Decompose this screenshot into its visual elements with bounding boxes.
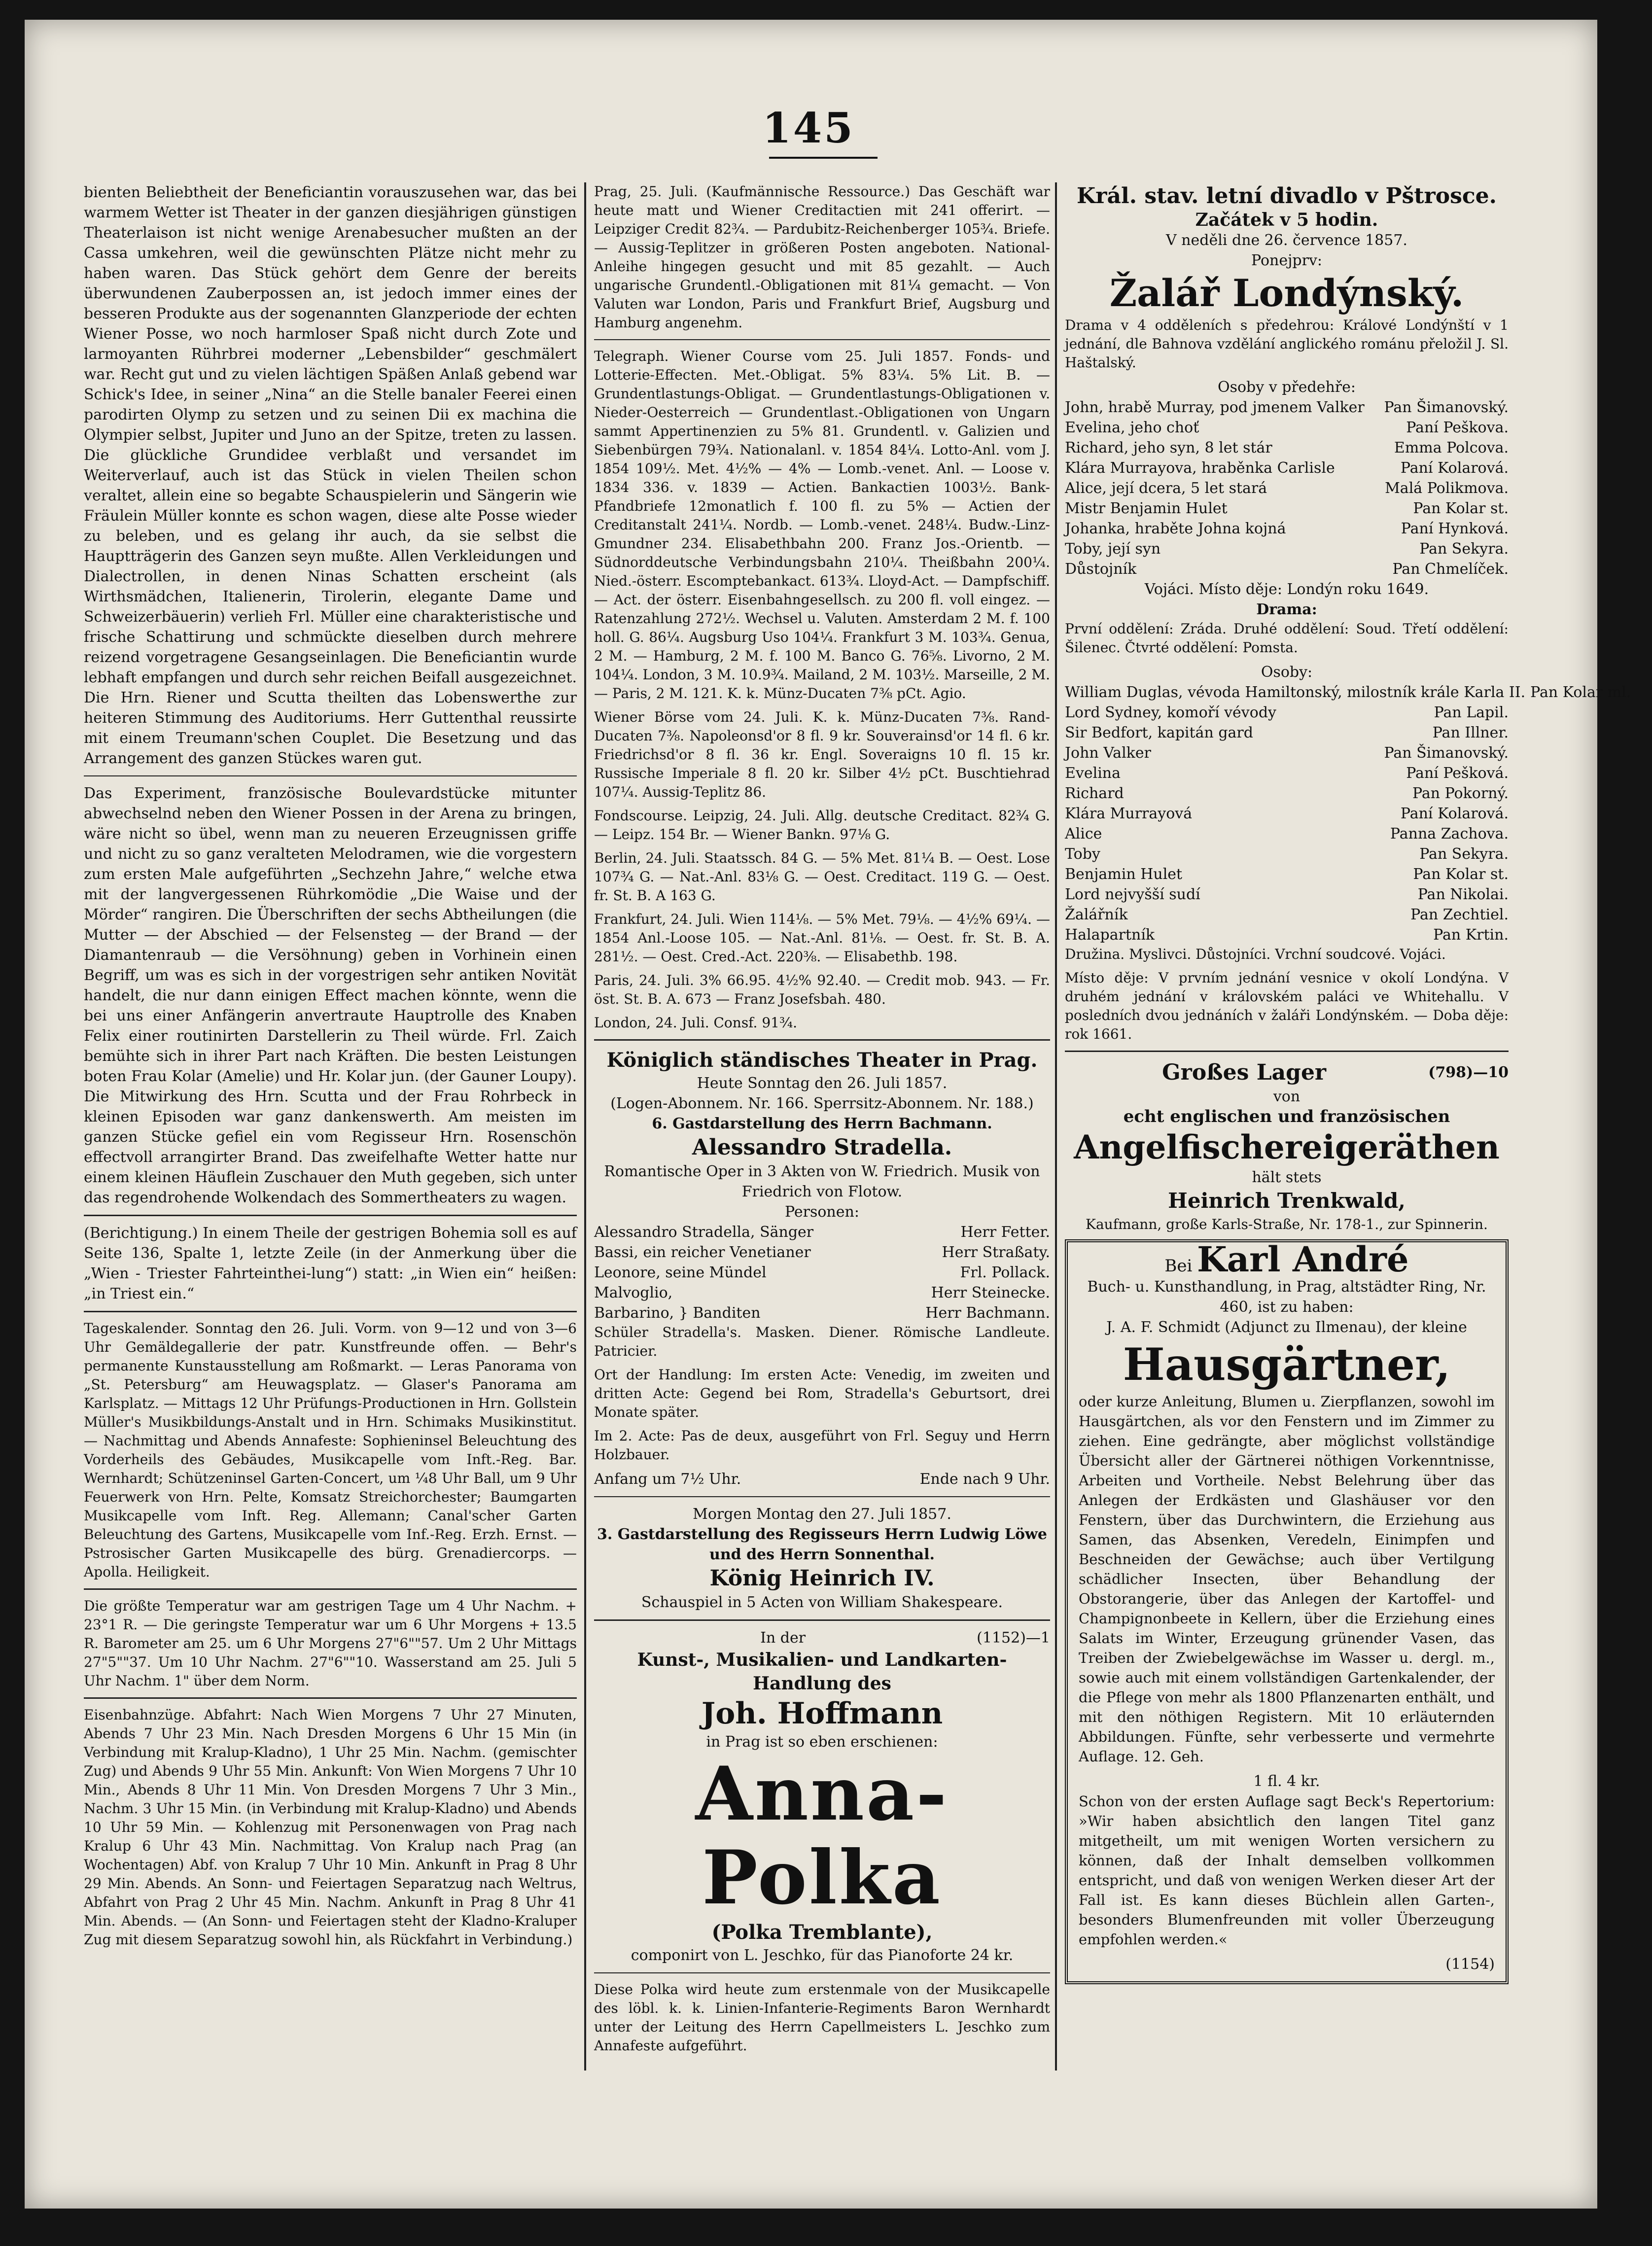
andre-shop: Buch- u. Kunsthandlung, in Prag, altstädter Ring, Nr. 460, ist zu haben: <box>1087 1278 1486 1316</box>
czech-theater-date: V neděli dne 26. července 1857. <box>1166 232 1407 249</box>
andre-quote: Schon von der ersten Auflage sagt Beck's Repertorium: »Wir haben absichtlich den langen Titel ganz mitgetheilt, um mit wenigen Worten versichern zu können, daß der Inhalt demselben vollkommen entspricht, und daß von wenigen Werken dieser Art der Fall ist. Es kann dieses Büchlein allen Garten-, besonders Blumenfreunden mit voller Überzeugung empfohlen werden.« <box>1079 1793 1495 1948</box>
andre-ad-box <box>1065 1239 1509 1984</box>
drama-cast-heading: Osoby: <box>1261 664 1313 681</box>
start-end-row: Anfang um 7½ Uhr. Ende nach 9 Uhr. <box>594 1471 1050 1488</box>
trenkwald-von: von <box>1273 1088 1301 1105</box>
trenkwald-head-row: Großes Lager (798)—10 <box>1162 1060 1509 1085</box>
play-desc: Schauspiel in 5 Acten von William Shakespeare. <box>641 1594 1003 1611</box>
tomorrow-guest: 3. Gastdarstellung des Regisseurs Herrn Ludwig Löwe und des Herrn Sonnenthal. <box>597 1526 1047 1563</box>
ad-composer: componirt von L. Jeschko, für das Pianoforte 24 kr. <box>631 1947 1014 1964</box>
cast-row: Malvoglio, Herr Steinecke. <box>594 1284 1050 1301</box>
prague-exchange: Prag, 25. Juli. (Kaufmännische Ressource.) Das Geschäft war heute matt und Wiener Creditactien mit 241 offerirt. — Leipziger Credit 82¾. — Pardubitz-Reichenberger 105¾. Briefe. — Aussig-Teplitzer in größeren Posten angeboten. National-Anleihe hingegen gesucht und mit 85 gezahlt. — Auch ungarische Grundentl.-Obligationen mit 81¼ gemacht. — Von Valuten war London, Paris und Frankfurt Brief, Augsburg und Hamburg angenehm. <box>594 183 1050 331</box>
divider <box>594 1619 1050 1621</box>
tomorrow-date: Morgen Montag den 27. Juli 1857. <box>693 1506 951 1523</box>
play-title: König Heinrich IV. <box>709 1566 935 1591</box>
andre-book-desc: oder kurze Anleitung, Blumen u. Zierpflanzen, sowohl im Hausgärtchen, als vor den Fenstern und im Zimmer zu ziehen. Eine gedrängte, aber möglichst vollständige Übersicht aller der Gärtnerei nöthigen Vorkenntnisse, Arbeiten und Vortheile. Nebst Belehrung über das Anlegen der Erdkästen und Glashäuser vor den Fenstern, über das Durchwintern, die Erziehung aus Samen, das Absenken, Veredeln, Einimpfen und Beschneiden der Gewächse; auch über Vertilgung schädlicher Insecten, über Behandlung der Obstorangerie, über das Anlegen der Kartoffel- und Champignonbeete in Kellern, über die Erziehung eines Salats im Winter, Erzeugung grünender Vasen, das Treiben der Zwiebelgewächse im Wasser u. dergl. m., sowie auch mit einem vollständigen Gartenkalender, der die Pflege von mehr als 1800 Pflanzenarten enthält, und mit den nöthigen Registern. Mit 10 erläuternden Abbildungen. Fünfte, sehr verbesserte und vermehrte Auflage. 12. Geh. <box>1079 1393 1495 1765</box>
berlin-quotes: Berlin, 24. Juli. Staatssch. 84 G. — 5% Met. 81¼ B. — Oest. Lose 107¾ G. — Nat.-Anl. 83⅛ G. — Oest. Creditact. 119 G. — Oest. fr. St. B. A 163 G. <box>594 850 1050 904</box>
cast-row: Toby Pan Sekyra. <box>1065 845 1509 863</box>
cast-row: Barbarino, } Banditen Herr Bachmann. <box>594 1304 1050 1322</box>
cast-row: Alessandro Stradella, Sänger Herr Fetter. <box>594 1224 1050 1241</box>
trenkwald-halt: hält stets <box>1252 1169 1322 1186</box>
cast-row: John Valker Pan Šimanovský. <box>1065 744 1509 762</box>
leipzig-quotes: Fondscourse. Leipzig, 24. Juli. Allg. deutsche Creditact. 82¾ G. — Leipz. 154 Br. — Wiener Bankn. 97⅛ G. <box>594 807 1050 842</box>
cast-row: William Duglas, vévoda Hamiltonský, milostník krále Karla II. Pan Kolar ml. <box>1065 684 1631 701</box>
cast-row: Richard Pan Pokorný. <box>1065 785 1509 802</box>
cast-row: Lord Sydney, komoří vévody Pan Lapil. <box>1065 704 1509 721</box>
cast-row: Alice, její dcera, 5 let stará Malá Polikmova. <box>1065 480 1509 497</box>
ad-polka-subtitle: (Polka Tremblante), <box>711 1921 933 1944</box>
cast-row: Bassi, ein reicher Venetianer Herr Straßaty. <box>594 1244 1050 1261</box>
theater-review: bienten Beliebtheit der Beneficiantin vorauszusehen war, das bei warmem Wetter ist Theater in der ganzen diesjährigen günstigen Theaterlaison ist nicht wenige Arenabesucher mußten an der Cassa umkehren, weil die gewünschten Plätze nicht mehr zu haben waren. Das Stück gehört dem Genre der bereits überwundenen Zauberpossen an, ist jedoch immer eines der besseren Produkte aus der sogenannten Glanzperiode der echten Wiener Posse, wo noch harmloser Spaß nicht durch Zote und larmoyanten Rührbrei moderner „Lebensbilder“ geschmälert war. Recht gut und zu vielen lächtigen Späßen Anlaß gebend war Schick's Idee, in seiner „Nina“ an die Stelle banaler Feerei einen parodirten Olymp zu setzen und zu seinen Dii ex machina die Olympier selbst, Jupiter und Juno an der Spitze, treten zu lassen. Die glückliche Grundidee verblaßt und versandet im Weiterverlauf, auch ist das Stück in vielen Theilen schon veraltet, allein eine so begabte Schauspielerin und Sängerin wie Fräulein Müller konnte es schon wagen, diese alte Posse wieder zu beleben, und es gelang ihr auch, da sie selbst die Hauptträgerin des Ganzen seyn mußte. Allen Verkleidungen und Dialectrollen, in denen Ninas Schatten erscheint (als Wirthsmädchen, Italienerin, Tirolerin, elegante Dame und Schweizerbäuerin) verlieh Frl. Müller eine charakteristische und frische Schattirung und schmückte dieselben durch mehrere reizend vorgetragene Gesangseinlagen. Die Beneficiantin wurde lebhaft empfangen und durch sehr reichen Beifall ausgezeichnet. Die Hrn. Riener und Scutta theilten das Lobenswerthe zur heiteren Stimmung des Auditoriums. Herr Guttenthal reussirte mit einem Treumann'schen Couplet. Die Besetzung und das Arrangement des ganzen Stückes waren gut. <box>84 184 577 767</box>
cast-row: Žalářník Pan Zechtiel. <box>1065 906 1509 923</box>
divider <box>84 775 577 776</box>
ad-shop: Kunst-, Musikalien- und Landkarten-Handlung des <box>637 1649 1007 1694</box>
andre-book-title: Hausgärtner, <box>1123 1338 1451 1391</box>
cast-row: Toby, její syn Pan Sekyra. <box>1065 540 1509 558</box>
andre-author: J. A. F. Schmidt (Adjunct zu Ilmenau), der kleine <box>1106 1319 1467 1336</box>
czech-premiere: Ponejprv: <box>1251 252 1322 269</box>
theater-abonnement: (Logen-Abonnem. Nr. 166. Sperrsitz-Abonnem. Nr. 188.) <box>610 1095 1034 1112</box>
theater-date: Heute Sonntag den 26. Juli 1857. <box>697 1075 948 1092</box>
column-divider <box>584 182 586 2071</box>
czech-theater-start: Začátek v 5 hodin. <box>1195 210 1378 230</box>
column-1 <box>84 182 577 2071</box>
divider <box>594 1496 1050 1497</box>
cast-row: John, hrabě Murray, pod jmenem Valker Pan Šimanovský. <box>1065 399 1509 416</box>
frankfurt-quotes: Frankfurt, 24. Juli. Wien 114⅛. — 5% Met. 79⅛. — 4½% 69¼. — 1854 Anl.-Loose 105. — Nat.-Anl. 81⅛. — Oest. fr. St. B. A. 281½. — Oest. Cred.-Act. 220⅜. — Elisabethb. 198. <box>594 911 1050 965</box>
railway-schedule: Eisenbahnzüge. Abfahrt: Nach Wien Morgens 7 Uhr 27 Minuten, Abends 7 Uhr 23 Min. Nach Dresden Morgens 6 Uhr 15 Min (in Verbindung mit Kralup-Kladno), 1 Uhr 25 Min. Nachm. (gemischter Zug) und Abends 9 Uhr 55 Min. Ankunft: Von Wien Morgens 7 Uhr 10 Min., Abends 8 Uhr 11 Min. Von Dresden Morgens 7 Uhr 3 Min., Nachm. 3 Uhr 15 Min. (in Verbindung mit Kralup-Kladno) und Abends 10 Uhr 59 Min. — Kohlenzug mit Personenwagen von Prag nach Kralup 6 Uhr 43 Min. Nachmittag. Von Kralup nach Prag (an Wochentagen) Abf. von Kralup 7 Uhr 10 Min. Ankunft in Prag 8 Uhr 29 Min. Abends. An Sonn- und Feiertagen Separatzug nach Weltrus, Abfahrt von Prag 2 Uhr 45 Min. Nachm. Ankunft in Prag 8 Uhr 41 Min. Abends. — (An Sonn- und Feiertagen steht der Kladno-Kraluper Zug mit diesem Separatzug sowohl hin, als Rückfahrt in Verbindung.) <box>84 1707 577 1948</box>
andre-code: (1154) <box>1445 1956 1495 1973</box>
drama-parts: První oddělení: Zráda. Druhé oddělení: Soud. Třetí oddělení: Šilenec. Čtvrté oddělení: Pomsta. <box>1065 621 1509 656</box>
trenkwald-line1: echt englischen und französischen <box>1123 1107 1450 1126</box>
cast-row: Richard, jeho syn, 8 let stár Emma Polcova. <box>1065 439 1509 456</box>
czech-theater-title: Král. stav. letní divadlo v Pštrosce. <box>1077 183 1497 209</box>
prologue-cast-heading: Osoby v předehře: <box>1217 379 1356 396</box>
personen-heading: Personen: <box>785 1203 859 1221</box>
telegraph-quotes: Telegraph. Wiener Course vom 25. Juli 1857. Fonds- und Lotterie-Effecten. Met.-Obligat. 5% 83¼. 5% Lit. B. — Grundentlastungs-Obligat. — Grundentlastungs-Obligationen v. Nieder-Oesterreich — Grundentlast.-Obligationen von Ungarn sammt Appertinenzien zu 5% 81. Grundentl. v. Galizien und Siebenbürgen 79¾. Nationalanl. v. 1854 84¼. Lotto-Anl. vom J. 1854 109½. Met. 4½% — 4% — Lomb.-venet. Anl. — Loose v. 1834 336. v. 1839 — Actien. Bankactien 1003½. Bank-Pfandbriefe 12monatlich f. 100 fl. zu 5% — Actien der Creditanstalt 241¼. Nordb. — Lomb.-venet. 248¼. Budw.-Linz-Gmundner 234. Elisabethbahn 200. Franz Jos.-Orientb. — Südnorddeutsche Verbindungsbahn 210¼. Theißbahn 200¼. Nied.-österr. Escomptebankact. 613¾. Lloyd-Act. — Dampfschiff. — Act. der österr. Eisenbahngesellsch. zu 200 fl. voll eingez. — Ratenzahlung 272½. Wechsel u. Valuten. Amsterdam 2 M. f. 100 holl. G. 86¼. Augsburg Uso 104¼. Frankfurt 3 M. 103¾. Genua, 2 M. — Hamburg, 2 M. f. 100 M. Banco G. 76⅝. Livorno, 2 M. 104¼. London, 3 M. 10.9¾. Mailand, 2 M. 103½. Marseille, 2 M. — Paris, 2 M. 121. K. k. Münz-Ducaten 7⅜ pCt. Agio. <box>594 348 1050 702</box>
page-number-rule <box>769 157 878 159</box>
setting: Ort der Handlung: Im ersten Acte: Venedig, im zweiten und dritten Acte: Gegend bei Rom, Stradella's Geburtsort, drei Monate später. <box>594 1367 1050 1420</box>
theater-title: Königlich ständisches Theater in Prag. <box>606 1049 1038 1072</box>
cast-row: Leonore, seine Mündel Frl. Pollack. <box>594 1264 1050 1281</box>
theater-guest: 6. Gastdarstellung des Herrn Bachmann. <box>652 1115 992 1132</box>
cast-row: Mistr Benjamin Hulet Pan Kolar st. <box>1065 500 1509 517</box>
czech-play-desc: Drama v 4 odděleních s předehrou: Králové Londýnští v 1 jednání, dle Bahnova vzdělání anglického románu přeložil J. Sl. Haštalský. <box>1065 317 1509 371</box>
place-time: Místo děje: V prvním jednání vesnice v okolí Londýna. V druhém jednání v královském paláci ve Whitehallu. V posledních dvou jednáních v žaláři Londýnském. — Doba děje: rok 1661. <box>1065 970 1509 1042</box>
cast-row: Evelina, jeho choť Paní Peškova. <box>1065 419 1509 436</box>
ad-polka-title: Anna-Polka <box>695 1751 949 1921</box>
divider <box>84 1215 577 1216</box>
cast-row: Lord nejvyšší sudí Pan Nikolai. <box>1065 886 1509 903</box>
column-2 <box>594 182 1050 2071</box>
trenkwald-name: Heinrich Trenkwald, <box>1168 1189 1406 1213</box>
andre-price: 1 fl. 4 kr. <box>1253 1773 1320 1790</box>
trenkwald-title: Angelfischereigeräthen <box>1074 1128 1500 1166</box>
paris-quotes: Paris, 24. Juli. 3% 66.95. 4½% 92.40. — Credit mob. 943. — Fr. öst. St. B. A. 673 — Franz Josefsbah. 480. <box>594 972 1050 1007</box>
column-divider <box>1055 182 1057 2071</box>
cast-row: Sir Bedfort, kapitán gard Pan Illner. <box>1065 724 1509 741</box>
tageskalender: Tageskalender. Sonntag den 26. Juli. Vorm. von 9—12 und von 3—6 Uhr Gemäldegallerie der patr. Kunstfreunde offen. — Behr's permanente Kunstausstellung am Roßmarkt. — Leras Panorama von „St. Petersburg“ am Heuwagsplatz. — Glaser's Panorama am Karlsplatz. — Mittags 12 Uhr Prüfungs-Productionen in Hrn. Gollstein Müller's Musikbildungs-Anstalt und in Hrn. Schimaks Musikinstitut. — Nachmittag und Abends Annafeste: Sophieninsel Beleuchtung des Vorderheils des Gebäudes, Musikcapelle vom Inft.-Reg. Bar. Wernhardt; Schützeninsel Garten-Concert, um ¼8 Uhr Ball, um 9 Uhr Feuerwerk von Hrn. Pelte, Komsatz Streichorchester; Baumgarten Musikcapelle vom Inft. Reg. Allemann; Canal'scher Garten Beleuchtung des Gartens, Musikcapelle vom Inf.-Reg. Erzh. Ernst. — Pstrosischer Garten Musikcapelle des bürg. Grenadiercorps. — Apolla. Heiligkeit. <box>84 1320 577 1580</box>
divider <box>84 1311 577 1312</box>
correction-note: (Berichtigung.) In einem Theile der gestrigen Bohemia soll es auf Seite 136, Spalte 1, letzte Zeile (in der Anmerkung über die „Wien - Triester Fahrteinthei-lung“) statt: „in Wien ein“ heißen: „in Triest ein.“ <box>84 1225 577 1302</box>
vienna-exchange: Wiener Börse vom 24. Juli. K. k. Münz-Ducaten 7⅜. Rand-Ducaten 7⅜. Napoleonsd'or 8 fl. 9 kr. Souverainsd'or 14 fl. 6 kr. Friedrichsd'or 8 fl. 36 kr. Engl. Soveraigns 10 fl. 15 kr. Russische Imperiale 8 fl. 20 kr. Silber 4½ pCt. Buschtiehrad 107¼. Aussig-Teplitz 86. <box>594 709 1050 800</box>
divider <box>594 1039 1050 1041</box>
czech-play-title: Žalář Londýnský. <box>1109 271 1464 315</box>
trenkwald-address: Kaufmann, große Karls-Straße, Nr. 178-1., zur Spinnerin. <box>1086 1216 1488 1232</box>
retinue: Družina. Myslivci. Důstojníci. Vrchní soudcové. Vojáci. <box>1065 946 1446 962</box>
theater-review-2: Das Experiment, französische Boulevardstücke mitunter abwechselnd neben den Wiener Possen in der Arena zu bringen, wäre nicht so übel, wenn man zu neueren Erzeugnissen griffe und nicht zu so ganz veralteten Melodramen, wie die vorgestern zum ersten Male aufgeführten „Sechzehn Jahre,“ welche etwa mit der langvergessenen Rührkomödie „Die Waise und der Mörder“ rangiren. Die Überschriften der sechs Abtheilungen (die Mutter — der Abschied — der Felsensteg — der Brand — der Diamantenraub — die Versöhnung) geben in Vorhinein einen Begriff, um was es sich in der vorgestrigen sehr antiken Novität handelt, die nur dann einigen Effect machen könnte, wenn die bei uns einer Anfängerin anvertraute Hauptrolle des Knaben Felix einer routinirten Darstellerin zu Theil würde. Frl. Zaich bemühte sich in ihrer Part nach Kräften. Die besten Leistungen boten Frau Kolar (Amelie) und Hr. Kolar jun. (der Gauner Loupy). Die Mitwirkung des Hrn. Scutta und der Frau Rohrbeck in kleinen Episoden war ganz dankenswerth. Am meisten im ganzen Stücke gefiel ein vom Regisseur Hrn. Rosenschön effectvoll arrangirter Brand. Das zweifelhafte Wetter hatte nur einem kleinen Häuflein Zuschauer den Muth gegeben, sich unter das regendrohende Wolkendach des Sommertheaters zu wagen. <box>84 785 577 1206</box>
act-two-note: Im 2. Acte: Pas de deux, ausgeführt von Frl. Seguy und Herrn Holzbauer. <box>594 1428 1050 1463</box>
divider <box>594 339 1050 340</box>
opera-title: Alessandro Stradella. <box>692 1135 952 1160</box>
extras: Schüler Stradella's. Masken. Diener. Römische Landleute. Patricier. <box>594 1324 1050 1359</box>
divider <box>84 1697 577 1699</box>
cast-row: Klára Murrayova, hraběnka Carlisle Paní Kolarová. <box>1065 459 1509 477</box>
london-quotes: London, 24. Juli. Consf. 91¾. <box>594 1015 798 1031</box>
cast-row: Evelina Paní Pešková. <box>1065 765 1509 782</box>
divider <box>84 1588 577 1590</box>
cast-row: Halapartník Pan Krtin. <box>1065 926 1509 944</box>
ad-intro-row: In der (1152)—1 <box>760 1629 1050 1647</box>
divider <box>1065 1051 1509 1052</box>
cast-row: Důstojník Pan Chmelíček. <box>1065 561 1509 578</box>
andre-heading: Bei Karl André <box>1164 1239 1409 1280</box>
drama-heading: Drama: <box>1256 601 1317 618</box>
cast-row: Benjamin Hulet Pan Kolar st. <box>1065 866 1509 883</box>
cast-row: Alice Panna Zachova. <box>1065 825 1509 842</box>
ad-shop-name: Joh. Hoffmann <box>701 1696 943 1731</box>
weather-report: Die größte Temperatur war am gestrigen Tage um 4 Uhr Nachm. + 23°1 R. — Die geringste Temperatur war um 6 Uhr Morgens + 13.5 R. Barometer am 25. um 6 Uhr Morgens 27"6""57. Um 2 Uhr Mittags 27"5""37. Um 10 Uhr Nachm. 27"6""10. Wasserstand am 25. Juli 5 Uhr Nachm. 1" über dem Norm. <box>84 1598 577 1689</box>
ad-polka-text: Diese Polka wird heute zum erstenmale von der Musikcapelle des löbl. k. k. Linien-Infanterie-Regiments Baron Wernhardt unter der Leitung des Herrn Capellmeisters L. Jeschko zum Annafeste aufgeführt. <box>594 1981 1050 2054</box>
page-number: 145 <box>762 104 855 152</box>
soldiers-place: Vojáci. Místo děje: Londýn roku 1649. <box>1144 581 1429 598</box>
ad-sub: in Prag ist so eben erschienen: <box>706 1733 938 1751</box>
cast-row: Johanka, hraběte Johna kojná Paní Hynková. <box>1065 520 1509 537</box>
column-3 <box>1065 182 1631 2071</box>
opera-desc: Romantische Oper in 3 Akten von W. Friedrich. Musik von Friedrich von Flotow. <box>604 1163 1040 1200</box>
divider <box>594 1972 1050 1973</box>
cast-row: Klára Murrayová Paní Kolarová. <box>1065 805 1509 822</box>
